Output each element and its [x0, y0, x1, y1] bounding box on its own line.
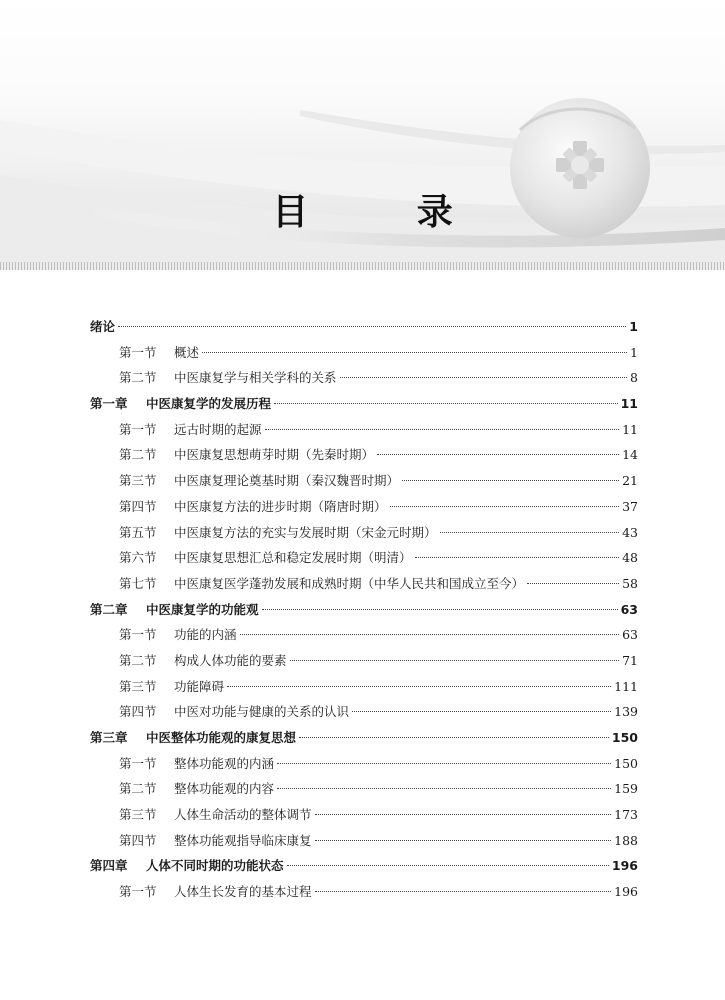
page-title: 目 录	[272, 192, 501, 233]
dot-leader	[240, 634, 620, 635]
toc-entry-page-number: 43	[622, 524, 638, 540]
toc-entry-number: 第一节	[119, 884, 157, 900]
dot-leader	[290, 660, 620, 661]
toc-entry-number: 第三节	[119, 473, 157, 489]
toc-entry-title: 中医康复思想汇总和稳定发展时期（明清）	[174, 550, 412, 566]
toc-entry-title: 功能障碍	[174, 678, 225, 694]
toc-entry-page-number: 173	[614, 807, 638, 823]
toc-entry-number: 第二节	[119, 781, 157, 797]
dot-leader	[390, 506, 620, 507]
toc-entry-page-number: 71	[622, 652, 638, 668]
toc-entry-number: 第二节	[119, 447, 157, 463]
dot-leader	[265, 429, 620, 430]
toc-entry-number: 第一节	[119, 421, 157, 437]
dot-leader	[377, 454, 619, 455]
dot-leader	[527, 583, 619, 584]
toc-entry-title: 整体功能观指导临床康复	[174, 832, 312, 848]
toc-section-entry[interactable]	[90, 442, 638, 468]
toc-chapter-entry[interactable]	[90, 597, 638, 623]
toc-entry-number: 第四节	[119, 832, 157, 848]
dot-leader	[287, 865, 609, 866]
toc-section-entry[interactable]	[90, 751, 638, 777]
toc-entry-title: 整体功能观的内容	[174, 781, 275, 797]
toc-entry-page-number: 111	[614, 678, 638, 694]
toc-entry-number: 第四节	[119, 498, 157, 514]
toc-entry-number: 第四节	[119, 704, 157, 720]
toc-entry-number: 第三章	[90, 730, 128, 745]
dot-leader	[315, 814, 612, 815]
toc-section-entry[interactable]	[90, 545, 638, 571]
toc-entry-number: 第五节	[119, 524, 157, 540]
toc-entry-title: 整体功能观的内涵	[174, 755, 275, 771]
toc-section-entry[interactable]	[90, 648, 638, 674]
dot-leader	[352, 711, 611, 712]
dot-leader	[440, 532, 620, 533]
toc-entry-page-number: 196	[614, 884, 638, 900]
toc-entry-page-number: 196	[611, 858, 638, 874]
dot-leader	[315, 840, 612, 841]
dot-leader	[299, 737, 609, 738]
toc-entry-page-number: 8	[630, 370, 638, 386]
toc-entry-title: 构成人体功能的要素	[174, 652, 287, 668]
toc-section-entry[interactable]	[90, 520, 638, 546]
toc-section-entry[interactable]	[90, 417, 638, 443]
toc-section-entry[interactable]	[90, 699, 638, 725]
toc-entry-number: 第四章	[90, 858, 128, 874]
dot-leader	[227, 686, 611, 687]
toc-entry-title: 中医对功能与健康的关系的认识	[174, 704, 350, 720]
toc-entry-number: 第三节	[119, 678, 157, 694]
toc-entry-title: 人体生命活动的整体调节	[174, 807, 312, 823]
toc-entry-page-number: 63	[622, 627, 638, 643]
toc-entry-title: 人体不同时期的功能状态	[146, 858, 284, 874]
table-of-contents	[90, 314, 638, 905]
toc-chapter-entry[interactable]	[90, 853, 638, 879]
toc-section-entry[interactable]	[90, 828, 638, 854]
toc-entry-title: 功能的内涵	[174, 627, 237, 643]
toc-chapter-entry[interactable]	[90, 314, 638, 340]
toc-entry-number: 第一节	[119, 627, 157, 643]
dot-leader	[118, 326, 626, 327]
toc-entry-title: 人体生长发育的基本过程	[174, 884, 312, 900]
dot-leader	[274, 403, 618, 404]
toc-entry-page-number: 159	[614, 781, 638, 797]
toc-entry-page-number: 11	[620, 396, 638, 412]
toc-entry-title: 中医康复学的发展历程	[146, 396, 272, 412]
toc-entry-title: 中医康复理论奠基时期（秦汉魏晋时期）	[174, 473, 400, 489]
toc-entry-title: 绪论	[90, 319, 116, 334]
dot-leader	[415, 557, 620, 558]
toc-chapter-entry[interactable]	[90, 391, 638, 417]
toc-entry-page-number: 150	[611, 730, 638, 745]
toc-entry-title: 概述	[174, 344, 200, 360]
toc-chapter-entry[interactable]	[90, 725, 638, 751]
toc-section-entry[interactable]	[90, 622, 638, 648]
toc-entry-number: 第二章	[90, 601, 128, 617]
toc-entry-page-number: 58	[622, 575, 638, 591]
toc-entry-title: 中医康复学的功能观	[146, 601, 259, 617]
dot-leader	[262, 609, 618, 610]
toc-entry-page-number: 150	[614, 755, 638, 771]
toc-section-entry[interactable]	[90, 674, 638, 700]
toc-entry-number: 第一节	[119, 344, 157, 360]
toc-section-entry[interactable]	[90, 571, 638, 597]
toc-entry-number: 第七节	[119, 575, 157, 591]
toc-entry-number: 第一章	[90, 396, 128, 412]
toc-section-entry[interactable]	[90, 365, 638, 391]
toc-section-entry[interactable]	[90, 802, 638, 828]
toc-entry-page-number: 11	[622, 421, 638, 437]
toc-entry-page-number: 14	[622, 447, 638, 463]
toc-entry-page-number: 37	[622, 498, 638, 514]
header-stripe	[0, 262, 725, 270]
toc-entry-number: 第一节	[119, 755, 157, 771]
dot-leader	[277, 763, 611, 764]
toc-section-entry[interactable]	[90, 340, 638, 366]
toc-entry-page-number: 188	[614, 832, 638, 848]
dot-leader	[315, 891, 612, 892]
dot-leader	[340, 377, 628, 378]
toc-entry-page-number: 63	[620, 601, 638, 617]
dot-leader	[277, 788, 611, 789]
toc-entry-title: 中医康复学与相关学科的关系	[174, 370, 337, 386]
toc-entry-number: 第二节	[119, 652, 157, 668]
toc-section-entry[interactable]	[90, 468, 638, 494]
dot-leader	[402, 480, 619, 481]
toc-entry-title: 中医整体功能观的康复思想	[146, 730, 297, 745]
toc-entry-number: 第三节	[119, 807, 157, 823]
toc-entry-title: 中医康复方法的充实与发展时期（宋金元时期）	[174, 524, 437, 540]
toc-entry-number: 第二节	[119, 370, 157, 386]
toc-entry-page-number: 48	[622, 550, 638, 566]
toc-entry-page-number: 21	[622, 473, 638, 489]
toc-entry-number: 第六节	[119, 550, 157, 566]
dot-leader	[202, 352, 627, 353]
toc-entry-title: 中医康复医学蓬勃发展和成熟时期（中华人民共和国成立至今）	[174, 575, 525, 591]
toc-entry-page-number: 1	[630, 344, 638, 360]
toc-entry-title: 远古时期的起源	[174, 421, 262, 437]
toc-section-entry[interactable]	[90, 494, 638, 520]
toc-entry-title: 中医康复方法的进步时期（隋唐时期）	[174, 498, 387, 514]
toc-entry-title: 中医康复思想萌芽时期（先秦时期）	[174, 447, 375, 463]
toc-entry-page-number: 139	[614, 704, 638, 720]
toc-section-entry[interactable]	[90, 776, 638, 802]
toc-entry-page-number: 1	[629, 319, 638, 334]
toc-section-entry[interactable]	[90, 879, 638, 905]
